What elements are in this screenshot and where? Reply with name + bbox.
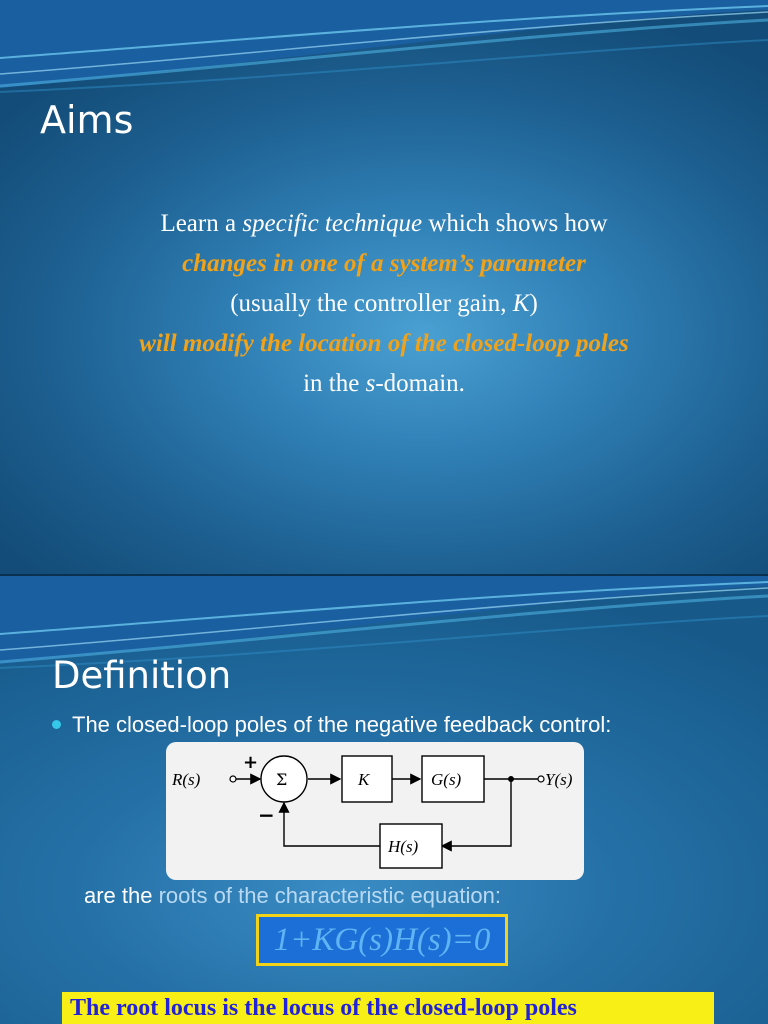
highlight-line-1: changes in one of a system’s parameter [182,250,586,277]
bullet-text: The closed-loop poles of the negative feedback control: [72,712,612,737]
bullet-dot-icon [52,720,61,729]
text: Learn a [160,210,243,237]
body-line-5 [0,370,768,398]
slide-title: Aims [40,98,134,142]
s-symbol: s [365,370,376,397]
text: -domain. [375,370,465,397]
text: (usually the controller gain, [230,290,513,317]
sum-symbol: Σ [276,770,288,789]
output-label: Y(s) [545,770,573,789]
wave-decoration [0,0,768,95]
slide-title: Definition [52,654,232,697]
roots-text [84,883,501,909]
emphasis-text: specific technique [242,210,423,237]
input-label: R(s) [172,770,201,789]
block-diagram [166,742,584,880]
text: in the [303,370,366,397]
feedback-label: H(s) [388,837,419,856]
output-terminal [538,776,544,782]
pickoff-point [508,776,514,782]
gain-symbol: K [512,290,530,317]
input-terminal [230,776,236,782]
text: ) [529,290,538,317]
body-line-1 [0,210,768,238]
bullet-item [52,712,611,738]
plus-sign: + [243,752,259,773]
minus-sign: − [258,803,275,827]
text: which shows how [422,210,608,237]
text: are the [84,883,159,908]
text-highlight: roots of the characteristic equation: [158,883,502,908]
root-locus-banner: The root locus is the locus of the closed-loop poles [62,992,714,1024]
gain-label: K [358,770,370,789]
slide-definition [0,576,768,1024]
plant-label: G(s) [431,770,462,789]
block-diagram-svg [166,742,584,880]
body-line-3 [0,290,768,318]
characteristic-equation: 1+KG(s)H(s)=0 [256,914,508,966]
highlight-line-2: will modify the location of the closed-loop poles [139,330,629,357]
